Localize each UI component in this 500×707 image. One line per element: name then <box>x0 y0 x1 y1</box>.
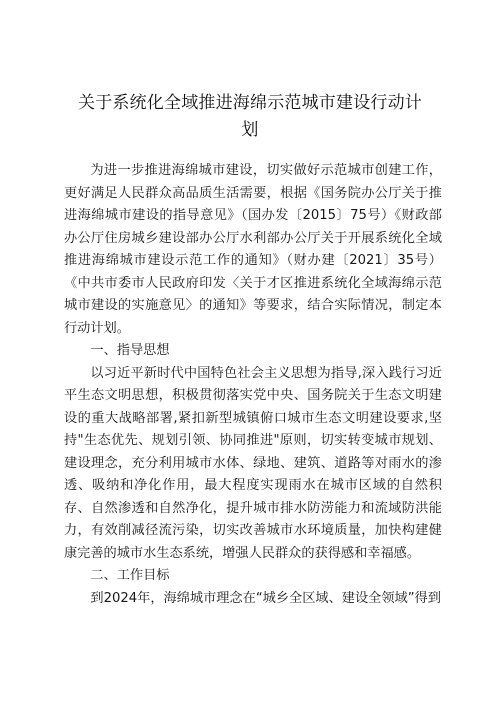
work-goals-paragraph: 到2024年，海绵城市理念在“城乡全区域、建设全领域”得到 <box>90 590 441 606</box>
guiding-ideology-paragraph: 以习近平新时代中国特色社会主义思想为指导,深入践行习近平生态文明思想，积极贯彻落实党中央、国务院关于生态文明建设的重大战略部署,紧扣新型城镇俯口城市生态文明建设要求,坚持"生态优先、规划引领、协同推进"原则，切实转变城市规划、建设理念，充分利用城市水体、绿地、建筑、道路等对雨水的渗透、吸纳和净化作用，最大程度实现雨水在城市区域的自然积存、自然渗透和自然净化，提升城市排水防涝能力和流域防洪能力，有效削减径流污染，切实改善城市水环境质量，加快构建健康完善的城市水生态系统，增强人民群众的获得感和幸福感。 <box>64 365 442 561</box>
document-title: 关于系统化全域推进海绵示范城市建设行动计划 <box>78 93 422 140</box>
section-heading-guiding-ideology: 一、指导思想 <box>90 343 170 358</box>
section-heading-work-goals: 二、工作目标 <box>90 568 170 583</box>
intro-paragraph: 为进一步推进海绵城市建设，切实做好示范城市创建工作，更好满足人民群众高品质生活需要，根据《国务院办公厅关于推进海绵城市建设的指导意见》（国办发〔2015〕75号）《财政部办公厅住房城乡建设部办公厅水利部办公厅关于开展系统化全域推进海绵城市建设示范工作的通知》（财办建〔2021〕35号）《中共市委市人民政府印发〈关于才区推进系统化全域海绵示范城市建设的实施意见〉的通知》等要求，结合实际情况，制定本行动计划。 <box>64 163 442 336</box>
document-body <box>64 160 442 610</box>
